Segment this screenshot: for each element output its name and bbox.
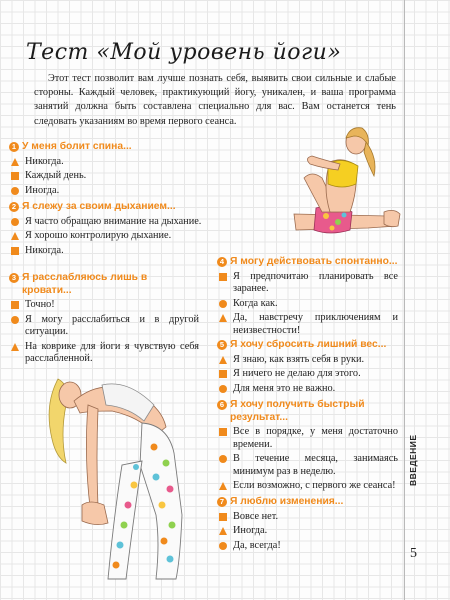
answer-item: Никогда. [9,245,207,258]
answer-item: Я предпочитаю планировать все заранее. [217,271,398,296]
answer-item: Каждый день. [9,170,209,183]
question-5 [217,339,398,395]
question-6 [217,399,398,493]
page-number: 5 [410,546,417,561]
answer-item: Я часто обращаю внимание на дыхание. [9,216,207,229]
question-3 [9,272,199,366]
circle-icon [217,298,229,310]
question-heading: Я расслабляюсь лишь в кровати... [22,272,148,296]
answer-item: Вовсе нет. [217,511,398,524]
intro-text: Этот тест позволит вам лучше познать себя, выявить свои сильные и слабые стороны. Каждый человек, практикующий йогу, уникален, и ваша программа занятий должна быть составлена специально для вас. Вам останется тень следовать указаниям во время первого сеанса. [34,73,396,127]
question-number: 1 [9,142,19,152]
circle-icon [217,453,229,465]
answer-item: Все в порядке, у меня достаточно времени. [217,426,398,451]
triangle-icon [217,525,229,537]
question-heading: Я могу действовать спонтанно... [230,256,398,267]
page-title: Тест «Мой уровень йоги» [26,40,342,65]
square-icon [217,426,229,438]
triangle-icon [217,480,229,492]
answer-item: Да, всегда! [217,540,398,553]
answer-item: Я ничего не делаю для этого. [217,368,398,381]
question-heading: Я люблю изменения... [230,496,344,507]
question-number: 2 [9,202,19,212]
square-icon [9,245,21,257]
section-label: ВВЕДЕНИЕ [408,434,418,486]
circle-icon [9,216,21,228]
question-heading: Я хочу сбросить лишний вес... [230,339,387,350]
answer-item: Иногда. [9,185,209,198]
triangle-icon [217,354,229,366]
triangle-icon [9,341,21,353]
square-icon [9,299,21,311]
question-number: 4 [217,257,227,267]
answer-item: Иногда. [217,525,398,538]
square-icon [9,170,21,182]
square-icon [217,368,229,380]
margin-line [404,0,405,600]
question-heading: У меня болит спина... [22,141,132,152]
circle-icon [9,185,21,197]
answer-item: Точно! [9,299,199,312]
yoga-twist-illustration [218,112,404,250]
answer-item: Никогда. [9,156,209,169]
answer-item: Я знаю, как взять себя в руки. [217,354,398,367]
answer-item: В течение месяца, занимаясь минимум раз в неделю. [217,453,398,478]
question-heading: Я хочу получить быстрый результат... [230,399,365,423]
question-2 [9,201,207,257]
answer-item: На коврике для йоги я чувствую себя расслабленной. [9,341,199,366]
question-number: 3 [9,273,19,283]
circle-icon [9,314,21,326]
question-1 [9,141,209,197]
question-7 [217,496,398,552]
answer-item: Если возможно, с первого же сеанса! [217,480,398,493]
triangle-icon [9,230,21,242]
circle-icon [217,383,229,395]
answer-item: Когда как. [217,298,398,311]
question-number: 7 [217,497,227,507]
answer-item: Для меня это не важно. [217,383,398,396]
triangle-icon [217,312,229,324]
square-icon [217,511,229,523]
question-heading: Я слежу за своим дыханием... [22,201,176,212]
question-4 [217,256,398,337]
circle-icon [217,540,229,552]
triangle-icon [9,156,21,168]
square-icon [217,271,229,283]
question-number: 6 [217,400,227,410]
answer-item: Да, навстречу приключениям и неизвестности! [217,312,398,337]
answer-item: Я могу расслабиться и в другой ситуации. [9,314,199,339]
question-number: 5 [217,340,227,350]
yoga-camel-illustration [30,365,218,587]
answer-item: Я хорошо контролирую дыхание. [9,230,207,243]
